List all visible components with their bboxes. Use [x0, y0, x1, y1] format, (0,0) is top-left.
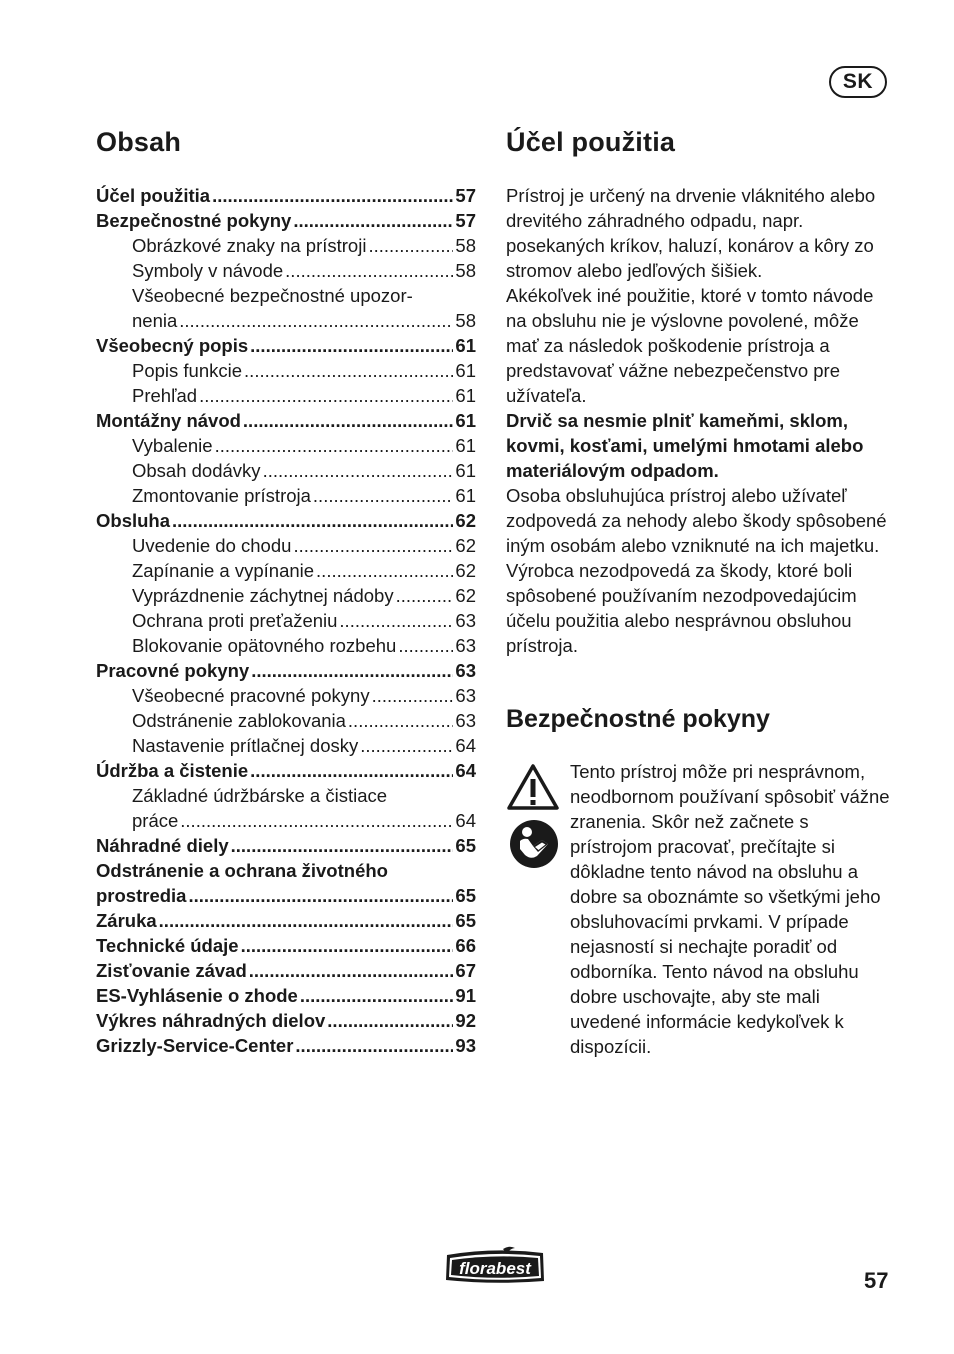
brand-name: florabest — [459, 1259, 531, 1278]
intended-use-para: Osoba obsluhujúca prístroj alebo užívateľ zodpovedá za nehody alebo škody spôsobené iným osobám alebo vzniknuté na ich majetku. — [506, 485, 887, 556]
toc-entry-page: 62 — [455, 560, 476, 581]
toc-dot-leader — [251, 658, 453, 683]
toc-dot-leader — [396, 583, 454, 608]
toc-entry-page: 62 — [455, 535, 476, 556]
toc-entry-title: nenia — [132, 310, 178, 331]
toc-entry-title: Výkres náhradných dielov — [96, 1010, 326, 1031]
intended-use-para: Výrobca nezodpovedá za škody, ktoré boli spôsobené používaním nezodpovedajúcim účelu použitia alebo nesprávnou obsluhou prístroja. — [506, 560, 857, 656]
intended-use-para: Akékoľvek iné použitie, ktoré v tomto návode na obsluhu nie je výslovne povolené, môže mať za následok poškodenie prístroja a predstavovať vážne nebezpečenstvo pre užívateľa. — [506, 285, 874, 406]
toc-entry-title: Odstránenie a ochrana životného — [96, 860, 388, 881]
toc-dot-leader — [293, 208, 453, 233]
toc-entry-title: Záruka — [96, 910, 157, 931]
toc-entry-page: 64 — [455, 735, 476, 756]
toc-entry — [96, 658, 476, 683]
toc-dot-leader — [199, 383, 453, 408]
intended-use-para: Prístroj je určený na drvenie vláknitého alebo drevitého záhradného odpadu, napr. posekaných kríkov, haluzí, konárov a kôry zo stromov alebo jedľových šišiek. — [506, 185, 876, 281]
toc-entry-title: Montážny návod — [96, 410, 241, 431]
toc-entry-title: Všeobecné bezpečnostné upozor- — [132, 285, 413, 306]
toc-entry — [96, 533, 476, 558]
warning-triangle-icon — [506, 763, 560, 811]
safety-title: Bezpečnostné pokyny — [506, 705, 770, 733]
toc-entry-title: Vyprázdnenie záchytnej nádoby — [132, 585, 394, 606]
toc-entry — [96, 183, 476, 208]
toc-entry — [96, 908, 476, 933]
toc-dot-leader — [250, 758, 453, 783]
toc-entry-page: 91 — [455, 985, 476, 1006]
toc-entry-page: 57 — [455, 210, 476, 231]
toc-entry — [96, 933, 476, 958]
toc-entry-page: 61 — [455, 335, 476, 356]
toc-entry-page: 61 — [455, 360, 476, 381]
toc-entry-page: 61 — [455, 435, 476, 456]
toc-dot-leader — [368, 233, 453, 258]
toc-entry — [96, 258, 476, 283]
toc-dot-leader — [250, 333, 453, 358]
toc-entry — [96, 608, 476, 633]
toc-dot-leader — [313, 483, 454, 508]
toc-entry-title: Údržba a čistenie — [96, 760, 249, 781]
language-badge: SK — [829, 66, 887, 98]
toc-dot-leader — [180, 808, 453, 833]
toc-entry-page: 63 — [455, 635, 476, 656]
toc-entry-title: Popis funkcie — [132, 360, 243, 381]
toc-dot-leader — [372, 683, 454, 708]
toc-entry-title: Vybalenie — [132, 435, 213, 456]
toc-dot-leader — [285, 258, 453, 283]
toc-entry-page: 66 — [455, 935, 476, 956]
toc-dot-leader — [231, 833, 454, 858]
toc-entry-title: Všeobecný popis — [96, 335, 249, 356]
toc-entry — [96, 783, 476, 808]
toc-entry-page: 67 — [455, 960, 476, 981]
toc-entry — [96, 708, 476, 733]
toc-entry — [96, 333, 476, 358]
toc-entry — [96, 758, 476, 783]
toc-entry-page: 62 — [455, 585, 476, 606]
toc-dot-leader — [159, 908, 454, 933]
toc-entry — [96, 733, 476, 758]
toc-entry-title: Obsluha — [96, 510, 171, 531]
toc-dot-leader — [249, 958, 454, 983]
toc-dot-leader — [316, 558, 453, 583]
florabest-logo — [443, 1245, 547, 1287]
intended-use-body — [506, 183, 890, 658]
toc-entry-page: 61 — [455, 410, 476, 431]
toc-entry-title: Zmontovanie prístroja — [132, 485, 311, 506]
toc-dot-leader — [243, 408, 454, 433]
toc-dot-leader — [295, 1033, 453, 1058]
read-manual-icon — [509, 819, 559, 869]
toc-dot-leader — [263, 458, 454, 483]
intended-use-title: Účel použitia — [506, 127, 676, 157]
toc-entry — [96, 683, 476, 708]
page-number: 57 — [864, 1268, 889, 1293]
toc-entry-title: Všeobecné pracovné pokyny — [132, 685, 370, 706]
toc-entry-page: 65 — [455, 835, 476, 856]
toc-entry-page: 65 — [455, 910, 476, 931]
toc-dot-leader — [244, 358, 453, 383]
toc-entry — [96, 883, 476, 908]
toc-entry — [96, 558, 476, 583]
toc-entry — [96, 208, 476, 233]
toc-entry-page: 65 — [455, 885, 476, 906]
toc-entry-page: 64 — [455, 760, 476, 781]
toc-dot-leader — [327, 1008, 453, 1033]
toc-dot-leader — [172, 508, 453, 533]
toc-entry-page: 63 — [455, 610, 476, 631]
toc-entry — [96, 583, 476, 608]
toc-entry-page: 63 — [455, 660, 476, 681]
toc-entry-title: práce — [132, 810, 179, 831]
toc-entry-page: 63 — [455, 685, 476, 706]
toc-entry-page: 93 — [455, 1035, 476, 1056]
toc-entry-title: Obsah dodávky — [132, 460, 261, 481]
toc-entry-title: Uvedenie do chodu — [132, 535, 292, 556]
toc-entry-title: ES-Vyhlásenie o zhode — [96, 985, 298, 1006]
toc-entry — [96, 358, 476, 383]
toc-entry — [96, 458, 476, 483]
toc-entry-title: Zapínanie a vypínanie — [132, 560, 315, 581]
toc-entry-title: Pracovné pokyny — [96, 660, 250, 681]
toc-entry-title: Technické údaje — [96, 935, 239, 956]
toc-entry-title: prostredia — [96, 885, 187, 906]
toc-entry-page: 92 — [455, 1010, 476, 1031]
toc-entry — [96, 858, 476, 883]
toc-entry-title: Ochrana proti preťaženiu — [132, 610, 338, 631]
toc-entry — [96, 808, 476, 833]
toc-entry-page: 57 — [455, 185, 476, 206]
toc-entry — [96, 408, 476, 433]
toc-entry-page: 62 — [455, 510, 476, 531]
toc-entry-title: Zisťovanie závad — [96, 960, 247, 981]
toc-entry — [96, 833, 476, 858]
toc-entry — [96, 508, 476, 533]
toc-dot-leader — [212, 183, 453, 208]
safety-body — [570, 759, 890, 1059]
toc-entry — [96, 983, 476, 1008]
toc-entry-page: 61 — [455, 485, 476, 506]
toc-entry-page: 63 — [455, 710, 476, 731]
toc-entry — [96, 1008, 476, 1033]
toc-entry — [96, 383, 476, 408]
toc-entry-title: Blokovanie opätovného rozbehu — [132, 635, 397, 656]
toc-entry-page: 58 — [455, 260, 476, 281]
toc-dot-leader — [215, 433, 454, 458]
toc-entry-page: 58 — [455, 310, 476, 331]
toc-entry-page: 61 — [455, 385, 476, 406]
toc-entry-page: 61 — [455, 460, 476, 481]
toc-dot-leader — [398, 633, 453, 658]
toc-entry — [96, 633, 476, 658]
table-of-contents — [96, 183, 476, 1058]
toc-entry-title: Odstránenie zablokovania — [132, 710, 346, 731]
intended-use-warning: Drvič sa nesmie plniť kameňmi, sklom, kovmi, kosťami, umelými hmotami alebo materiálovým odpadom. — [506, 410, 864, 481]
toc-title: Obsah — [96, 127, 182, 157]
toc-entry-title: Bezpečnostné pokyny — [96, 210, 292, 231]
toc-entry-title: Účel použitia — [96, 185, 211, 206]
toc-entry-title: Náhradné diely — [96, 835, 229, 856]
toc-entry — [96, 433, 476, 458]
toc-entry-title: Prehľad — [132, 385, 198, 406]
toc-dot-leader — [300, 983, 454, 1008]
safety-text: Tento prístroj môže pri nesprávnom, neodbornom používaní spôsobiť vážne zranenia. Skôr než začnete s prístrojom pracovať, prečítajte si dôkladne tento návod na obsluhu a dobre sa oboznámte so všetkými jeho obsluhovacími prvkami. V prípade nejasností si nechajte poradiť od odborníka. Tento návod na obsluhu dobre uschovajte, aby ste mali uvedené informácie kedykoľvek k dispozícii. — [570, 761, 890, 1057]
toc-dot-leader — [348, 708, 454, 733]
toc-entry-title: Nastavenie prítlačnej dosky — [132, 735, 359, 756]
toc-dot-leader — [360, 733, 453, 758]
toc-entry-title: Základné údržbárske a čistiace — [132, 785, 388, 806]
toc-entry — [96, 1033, 476, 1058]
toc-entry-page: 58 — [455, 235, 476, 256]
toc-dot-leader — [339, 608, 453, 633]
toc-entry — [96, 483, 476, 508]
toc-dot-leader — [241, 933, 454, 958]
toc-entry — [96, 283, 476, 308]
toc-entry-title: Obrázkové znaky na prístroji — [132, 235, 367, 256]
toc-dot-leader — [188, 883, 453, 908]
toc-entry-title: Grizzly-Service-Center — [96, 1035, 294, 1056]
toc-entry — [96, 308, 476, 333]
toc-entry — [96, 233, 476, 258]
toc-dot-leader — [293, 533, 453, 558]
toc-entry — [96, 958, 476, 983]
toc-entry-page: 64 — [455, 810, 476, 831]
toc-entry-title: Symboly v návode — [132, 260, 284, 281]
toc-dot-leader — [179, 308, 453, 333]
